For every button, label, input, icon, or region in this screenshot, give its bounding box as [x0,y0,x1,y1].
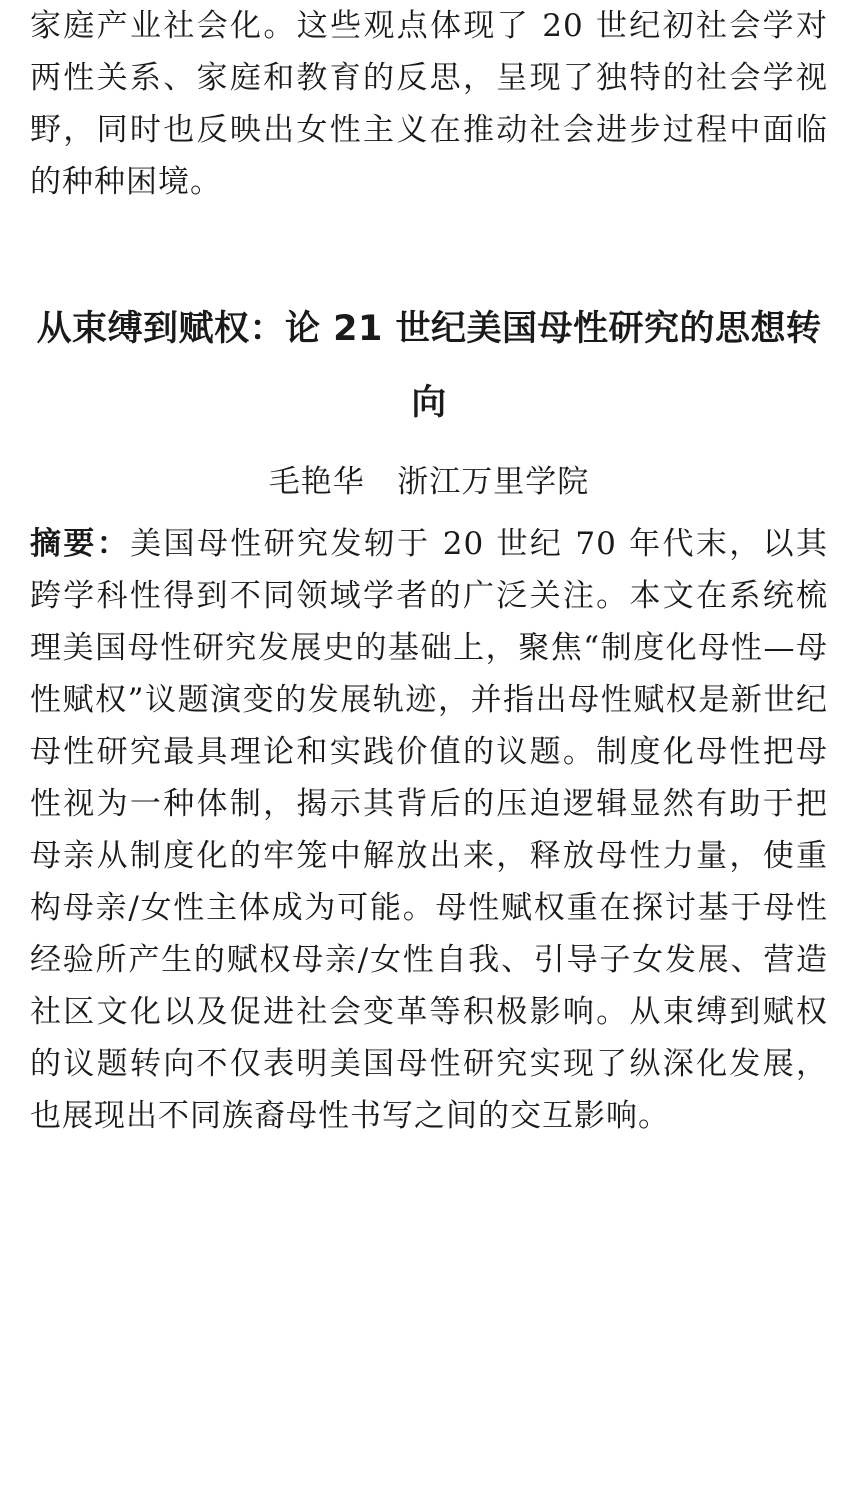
abstract-text: 美国母性研究发轫于 20 世纪 70 年代末，以其跨学科性得到不同领域学者的广泛关注。本文在系统梳理美国母性研究发展史的基础上，聚焦“制度化母性—母性赋权”议题演变的发展轨迹，并指出母性赋权是新世纪母性研究最具理论和实践价值的议题。制度化母性把母性视为一种体制，揭示其背后的压迫逻辑显然有助于把母亲从制度化的牢笼中解放出来，释放母性力量，使重构母亲/女性主体成为可能。母性赋权重在探讨基于母性经验所产生的赋权母亲/女性自我、引导子女发展、营造社区文化以及促进社会变革等积极影响。从束缚到赋权的议题转向不仅表明美国母性研究实现了纵深化发展，也展现出不同族裔母性书写之间的交互影响。 [30,526,829,1134]
byline-spacer [376,464,387,500]
author-name: 毛艳华 [268,464,365,500]
abstract-label: 摘要： [30,526,131,562]
article-title: 从束缚到赋权：论 21 世纪美国母性研究的思想转向 [36,309,822,423]
previous-section-closing-paragraph: 家庭产业社会化。这些观点体现了 20 世纪初社会学对两性关系、家庭和教育的反思，呈现了独特的社会学视野，同时也反映出女性主义在推动社会进步过程中面临的种种困境。 [30,8,828,200]
author-affiliation: 浙江万里学院 [397,464,590,500]
document-page [30,0,828,1142]
abstract [30,518,828,1142]
byline [30,456,828,508]
